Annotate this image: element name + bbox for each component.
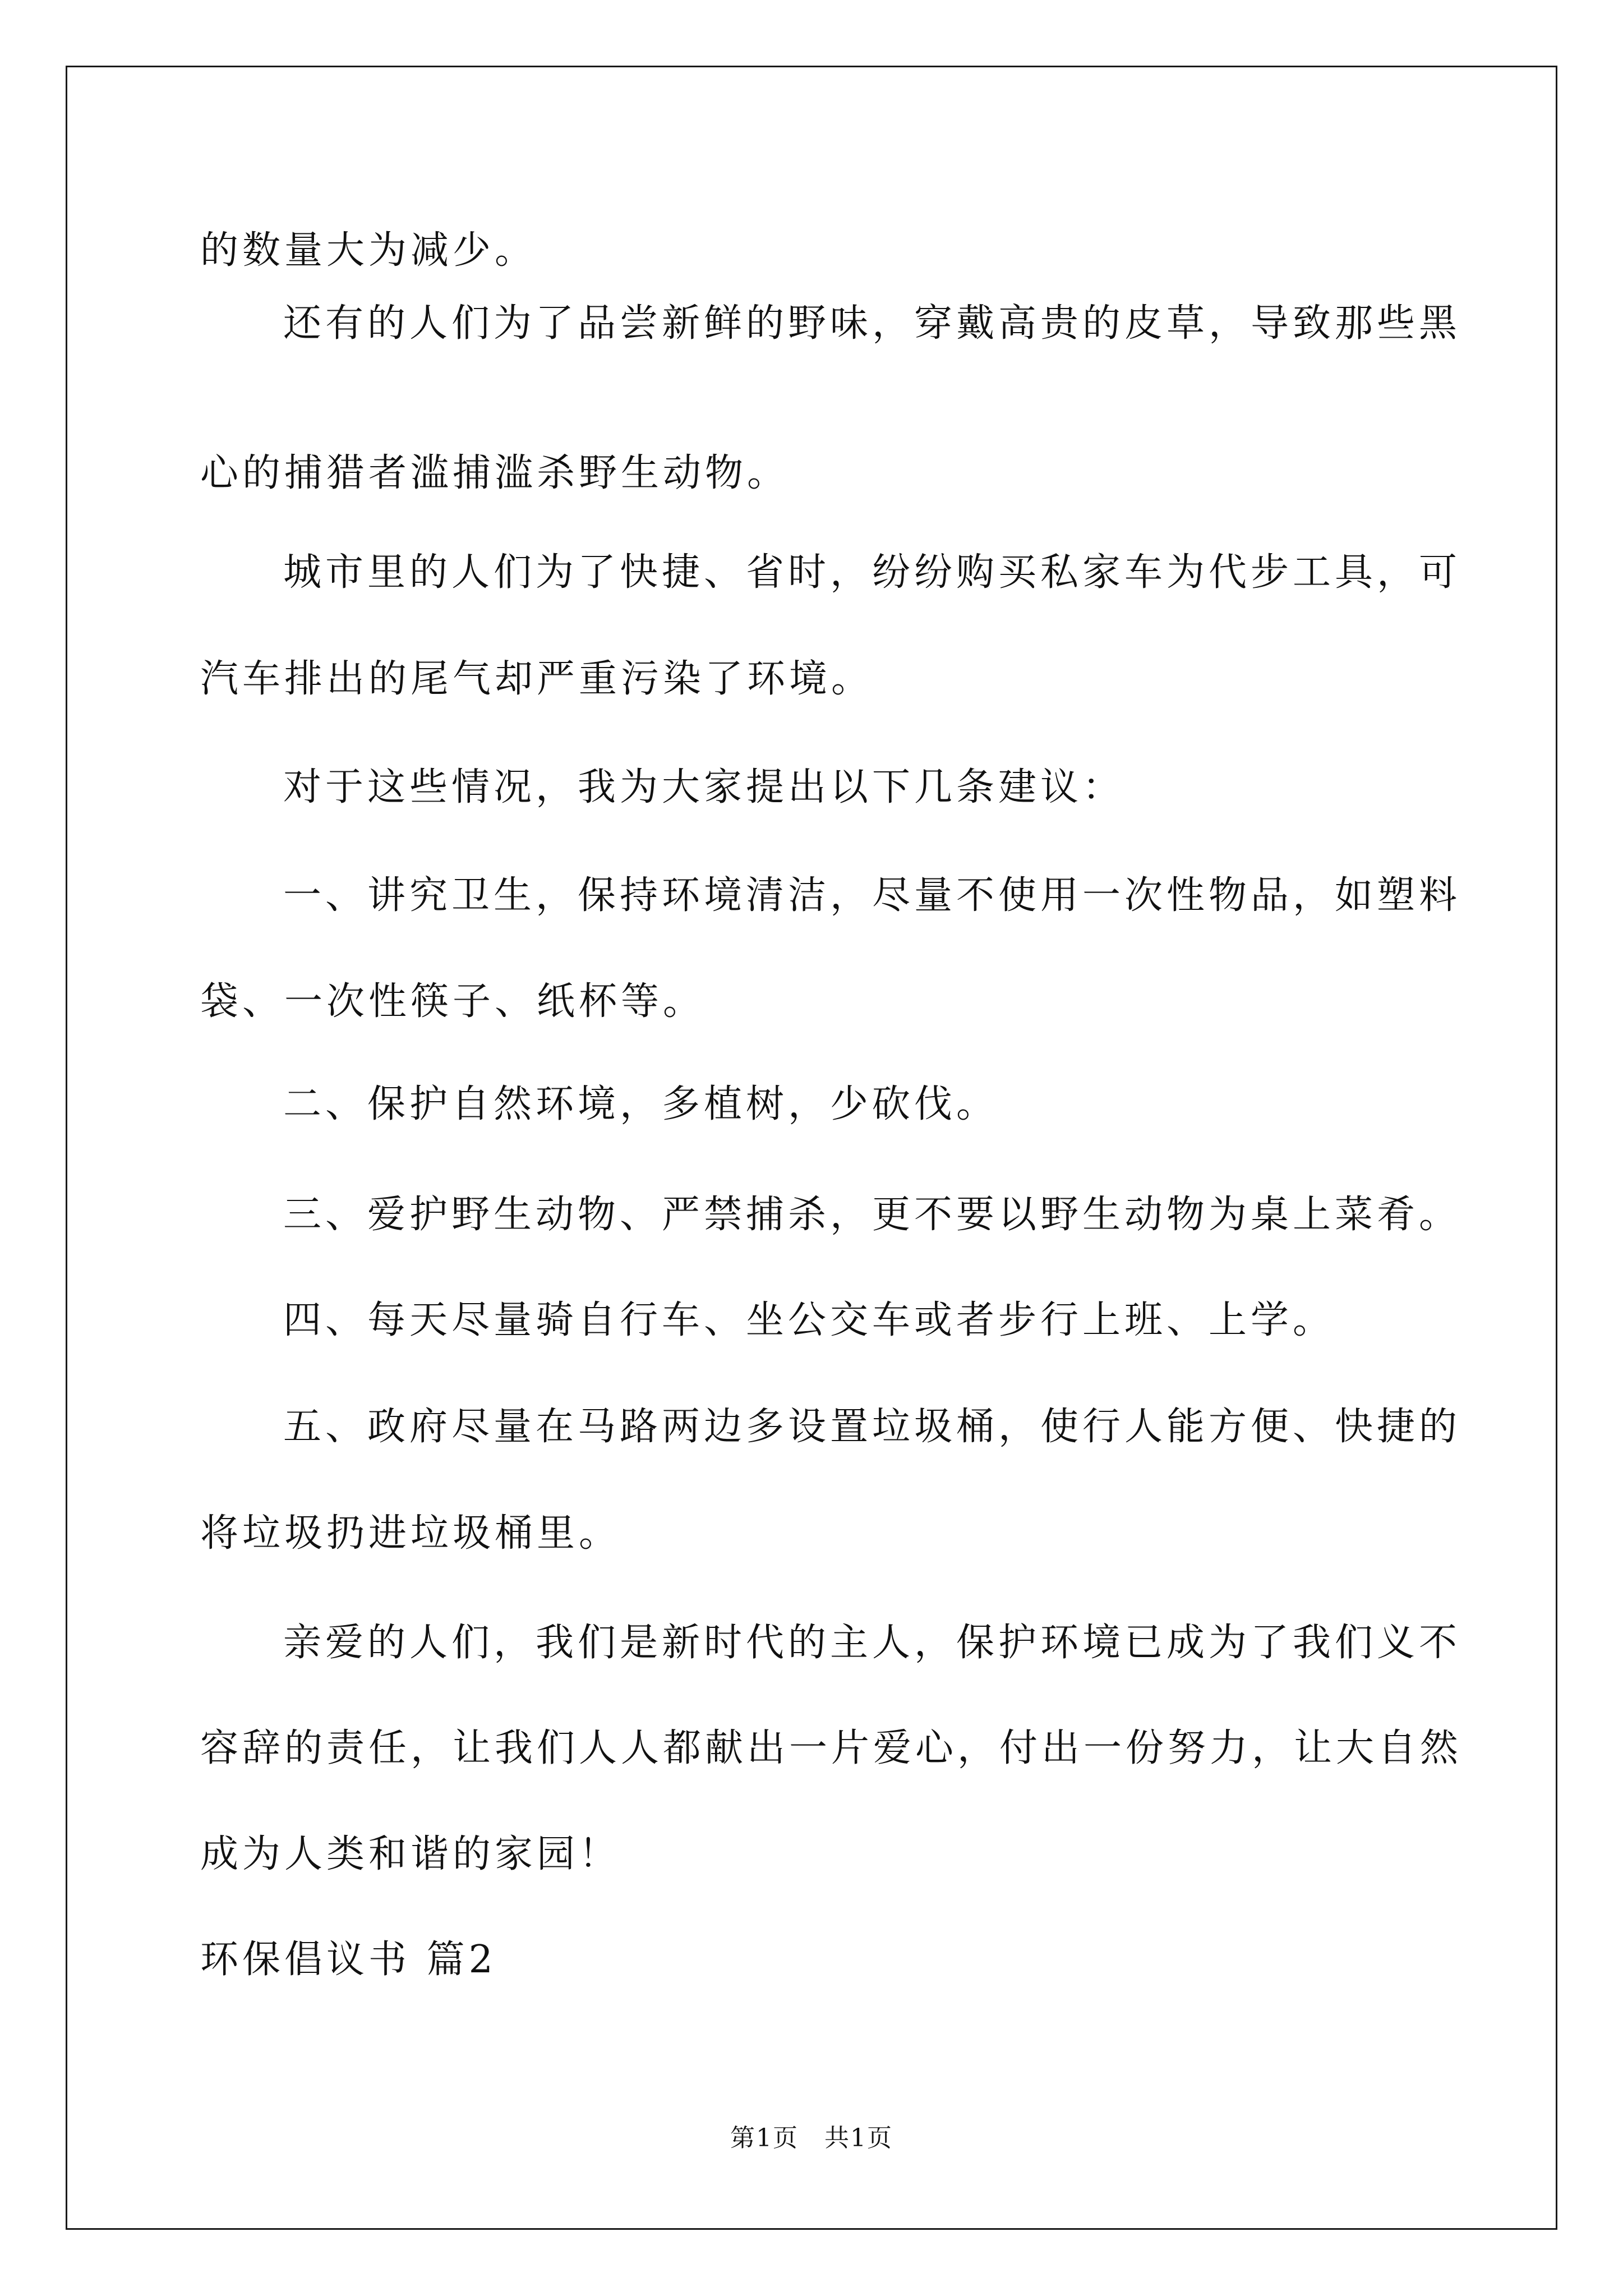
page-border xyxy=(66,66,1557,2230)
list-item-line: 五、政府尽量在马路两边多设置垃圾桶，使行人能方便、快捷的 xyxy=(283,1405,1461,1449)
paragraph-line: 汽车排出的尾气却严重污染了环境。 xyxy=(200,657,874,701)
list-item-line: 一、讲究卫生，保持环境清洁，尽量不使用一次性物品，如塑料 xyxy=(283,873,1461,918)
list-item-line: 四、每天尽量骑自行车、坐公交车或者步行上班、上学。 xyxy=(283,1298,1335,1342)
paragraph-line: 的数量大为减少。 xyxy=(200,228,537,273)
paragraph-line: 心的捕猎者滥捕滥杀野生动物。 xyxy=(200,451,790,495)
paragraph-line: 亲爱的人们，我们是新时代的主人，保护环境已成为了我们义不 xyxy=(283,1621,1461,1665)
paragraph-line: 成为人类和谐的家园！ xyxy=(200,1832,621,1876)
paragraph-line: 还有的人们为了品尝新鲜的野味，穿戴高贵的皮草，导致那些黑 xyxy=(283,301,1461,346)
section-heading: 环保倡议书 篇2 xyxy=(200,1938,497,1982)
paragraph-line: 容辞的责任，让我们人人都献出一片爱心，付出一份努力，让大自然 xyxy=(200,1726,1463,1770)
list-item-line: 三、爱护野生动物、严禁捕杀，更不要以野生动物为桌上菜肴。 xyxy=(283,1193,1461,1237)
paragraph-line: 城市里的人们为了快捷、省时，纷纷购买私家车为代步工具，可 xyxy=(283,550,1461,595)
page-footer: 第1页 共1页 xyxy=(730,2124,893,2152)
list-item-line: 袋、一次性筷子、纸杯等。 xyxy=(200,979,706,1024)
list-item-line: 二、保护自然环境，多植树，少砍伐。 xyxy=(283,1082,999,1126)
paragraph-line: 对于这些情况，我为大家提出以下几条建议： xyxy=(283,765,1125,809)
list-item-line: 将垃圾扔进垃圾桶里。 xyxy=(200,1511,621,1556)
